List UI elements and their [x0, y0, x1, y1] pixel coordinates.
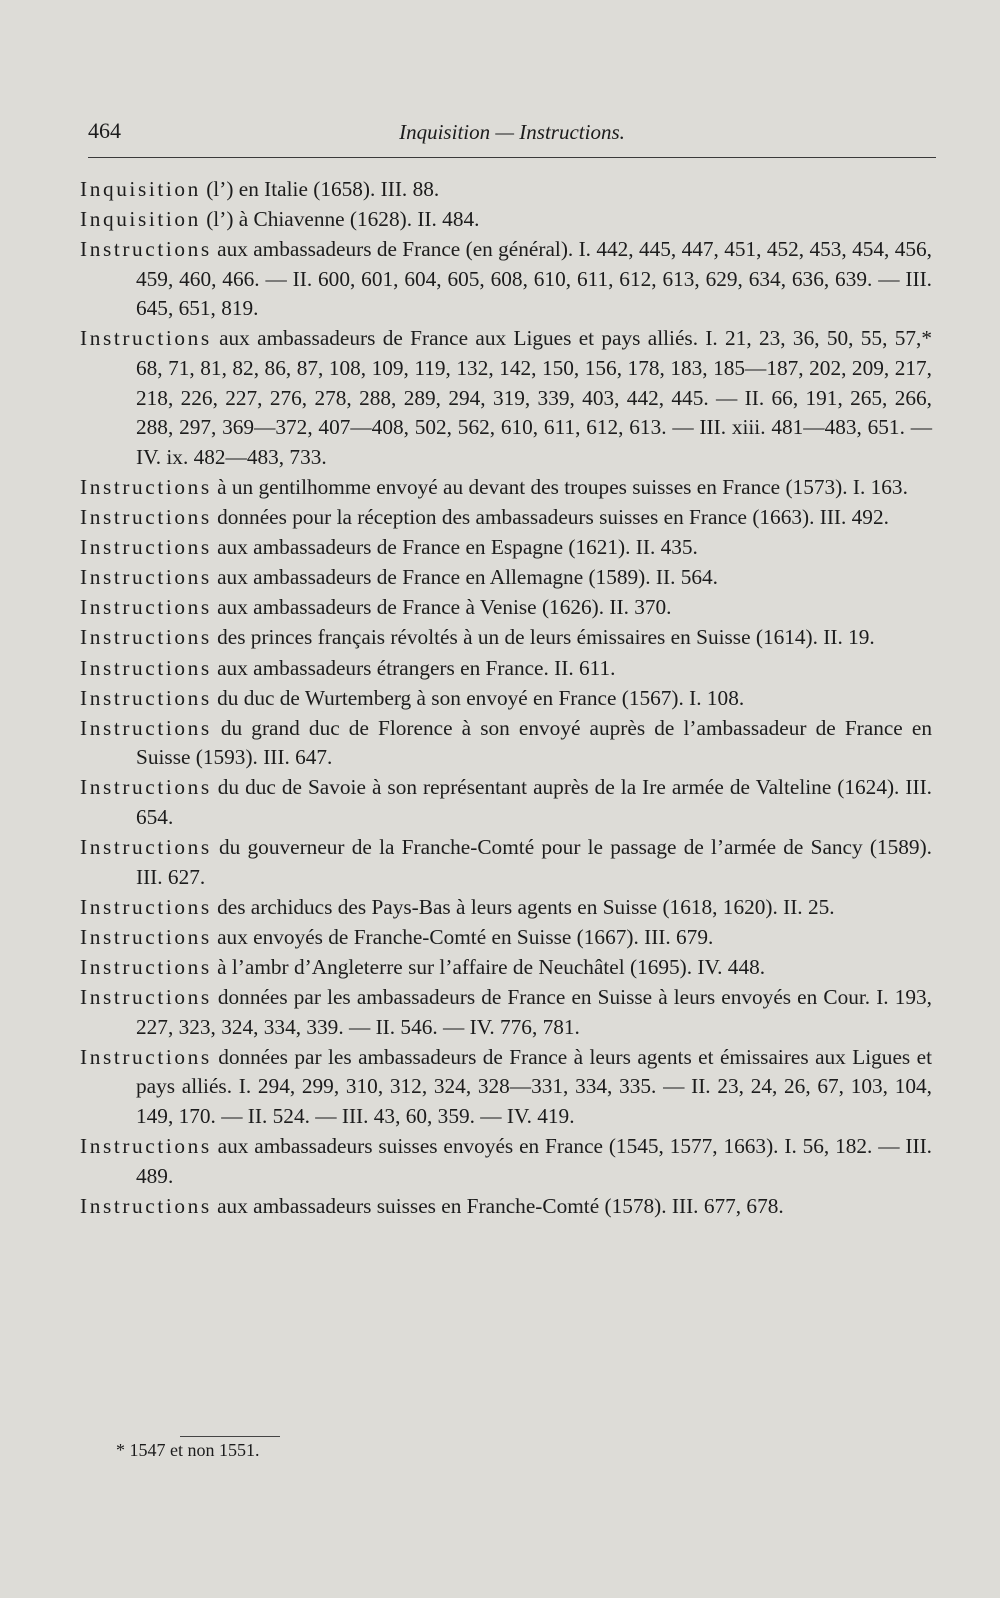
entry-headword: Instructions — [80, 505, 212, 530]
entry-headword: Instructions — [80, 326, 212, 351]
index-entry — [80, 1043, 932, 1132]
entry-text: aux ambassadeurs de France (en général). I. 442, 445, 447, 451, 452, 453, 454, 456, 459, 460, 466. — II. 600, 601, 604, 605, 608, 610, 611, 612, 613, 629, 634, 636, 639. — III. 645, 651, 819. — [136, 237, 932, 321]
index-entry — [80, 205, 932, 235]
entry-text: du duc de Wurtemberg à son envoyé en France (1567). I. 108. — [217, 685, 745, 710]
index-entry — [80, 684, 932, 714]
entry-text: du gouverneur de la Franche-Comté pour le passage de l’armée de Sancy (1589). III. 627. — [136, 835, 932, 889]
entry-headword: Instructions — [80, 237, 212, 262]
entry-text: aux ambassadeurs suisses en Franche-Comté (1578). III. 677, 678. — [217, 1193, 784, 1218]
entry-headword: Inquisition — [80, 207, 201, 232]
index-entry — [80, 1132, 932, 1191]
running-title: Inquisition — Instructions. — [399, 120, 625, 144]
index-entry — [80, 175, 932, 205]
entry-text: (l’) à Chiavenne (1628). II. 484. — [206, 207, 480, 232]
entry-text: du duc de Savoie à son représentant auprès de la Ire armée de Valteline (1624). III. 654. — [136, 775, 932, 829]
entry-text: aux ambassadeurs étrangers en France. II. 611. — [217, 655, 616, 680]
entry-headword: Instructions — [80, 625, 212, 650]
entry-text: des archiducs des Pays-Bas à leurs agents en Suisse (1618, 1620). II. 25. — [217, 894, 835, 919]
entry-headword: Instructions — [80, 474, 212, 499]
entry-text: du grand duc de Florence à son envoyé auprès de l’ambassadeur de France en Suisse (1593). III. 647. — [136, 715, 932, 770]
entry-text: des princes français révoltés à un de leurs émissaires en Suisse (1614). II. 19. — [217, 625, 875, 650]
index-entry — [80, 714, 932, 773]
entry-text: aux ambassadeurs de France en Espagne (1621). II. 435. — [217, 535, 698, 560]
entry-text: aux ambassadeurs de France aux Ligues et pays alliés. I. 21, 23, 36, 50, 55, 57,* 68, 71, 81, 82, 86, 87, 108, 109, 119, 132, 142, 150, 156, 178, 183, 185—187, 202, 209, 217, 218, 226, 227, 276, 278, 288, 289, 294, 319, 339, 403, 442, 445. — II. 66, 191, 265, 266, 288, 297, 369—372, 407—408, 502, 562, 610, 611, 612, 613. — III. xiii. 481—483, 651. — IV. ix. 482—483, 733. — [136, 326, 932, 469]
entry-headword: Instructions — [80, 685, 212, 710]
index-entry — [80, 833, 932, 892]
entry-text: à un gentilhomme envoyé au devant des troupes suisses en France (1573). I. 163. — [217, 474, 908, 499]
index-entry — [80, 623, 932, 653]
entry-text: données pour la réception des ambassadeurs suisses en France (1663). III. 492. — [217, 505, 889, 530]
page-header — [88, 108, 936, 148]
index-entry — [80, 1192, 932, 1222]
entry-headword: Inquisition — [80, 177, 201, 201]
entry-text: données par les ambassadeurs de France en Suisse à leurs envoyés en Cour. I. 193, 227, 323, 324, 334, 339. — II. 546. — IV. 776, 781. — [136, 985, 933, 1039]
entry-headword: Instructions — [80, 595, 212, 620]
entry-text: aux ambassadeurs de France à Venise (1626). II. 370. — [217, 595, 672, 620]
entry-headword: Instructions — [80, 775, 212, 800]
index-entry — [80, 893, 932, 923]
index-entry — [80, 473, 932, 503]
entry-headword: Instructions — [80, 894, 212, 919]
entry-text: aux envoyés de Franche-Comté en Suisse (1667). III. 679. — [217, 924, 714, 949]
index-entry — [80, 324, 932, 472]
entry-headword: Instructions — [80, 924, 212, 949]
entry-headword: Instructions — [80, 1193, 212, 1218]
entry-headword: Instructions — [80, 715, 212, 740]
header-rule — [88, 157, 936, 158]
index-entry — [80, 773, 932, 832]
index-entry — [80, 503, 932, 533]
index-entry — [80, 923, 932, 953]
index-entry — [80, 533, 932, 563]
footnote: * 1547 et non 1551. — [116, 1440, 260, 1460]
entry-headword: Instructions — [80, 1134, 212, 1158]
index-entry — [80, 563, 932, 593]
entry-text: aux ambassadeurs de France en Allemagne (1589). II. 564. — [217, 565, 718, 590]
index-entry — [80, 654, 932, 684]
index-entry — [80, 983, 932, 1042]
entry-headword: Instructions — [80, 954, 212, 979]
entry-headword: Instructions — [80, 535, 212, 560]
entry-headword: Instructions — [80, 655, 212, 680]
entry-headword: Instructions — [80, 835, 212, 860]
entry-text: à l’ambr d’Angleterre sur l’affaire de Neuchâtel (1695). IV. 448. — [217, 954, 766, 979]
index-entry — [80, 593, 932, 623]
index-entry — [80, 953, 932, 983]
entry-headword: Instructions — [80, 565, 212, 590]
entry-text: aux ambassadeurs suisses envoyés en France (1545, 1577, 1663). I. 56, 182. — III. 489. — [136, 1134, 933, 1188]
entry-headword: Instructions — [80, 1044, 212, 1069]
footnote-rule — [180, 1436, 280, 1437]
page-number: 464 — [88, 118, 121, 143]
entry-text: données par les ambassadeurs de France à leurs agents et émissaires aux Ligues et pays alliés. I. 294, 299, 310, 312, 324, 328—331, 334, 335. — II. 23, 24, 26, 67, 103, 104, 149, 170. — II. 524. — III. 43, 60, 359. — IV. 419. — [136, 1044, 932, 1128]
index-entries — [80, 175, 932, 1221]
entry-text: (l’) en Italie (1658). III. 88. — [206, 177, 440, 201]
entry-headword: Instructions — [80, 985, 212, 1010]
index-entry — [80, 235, 932, 324]
